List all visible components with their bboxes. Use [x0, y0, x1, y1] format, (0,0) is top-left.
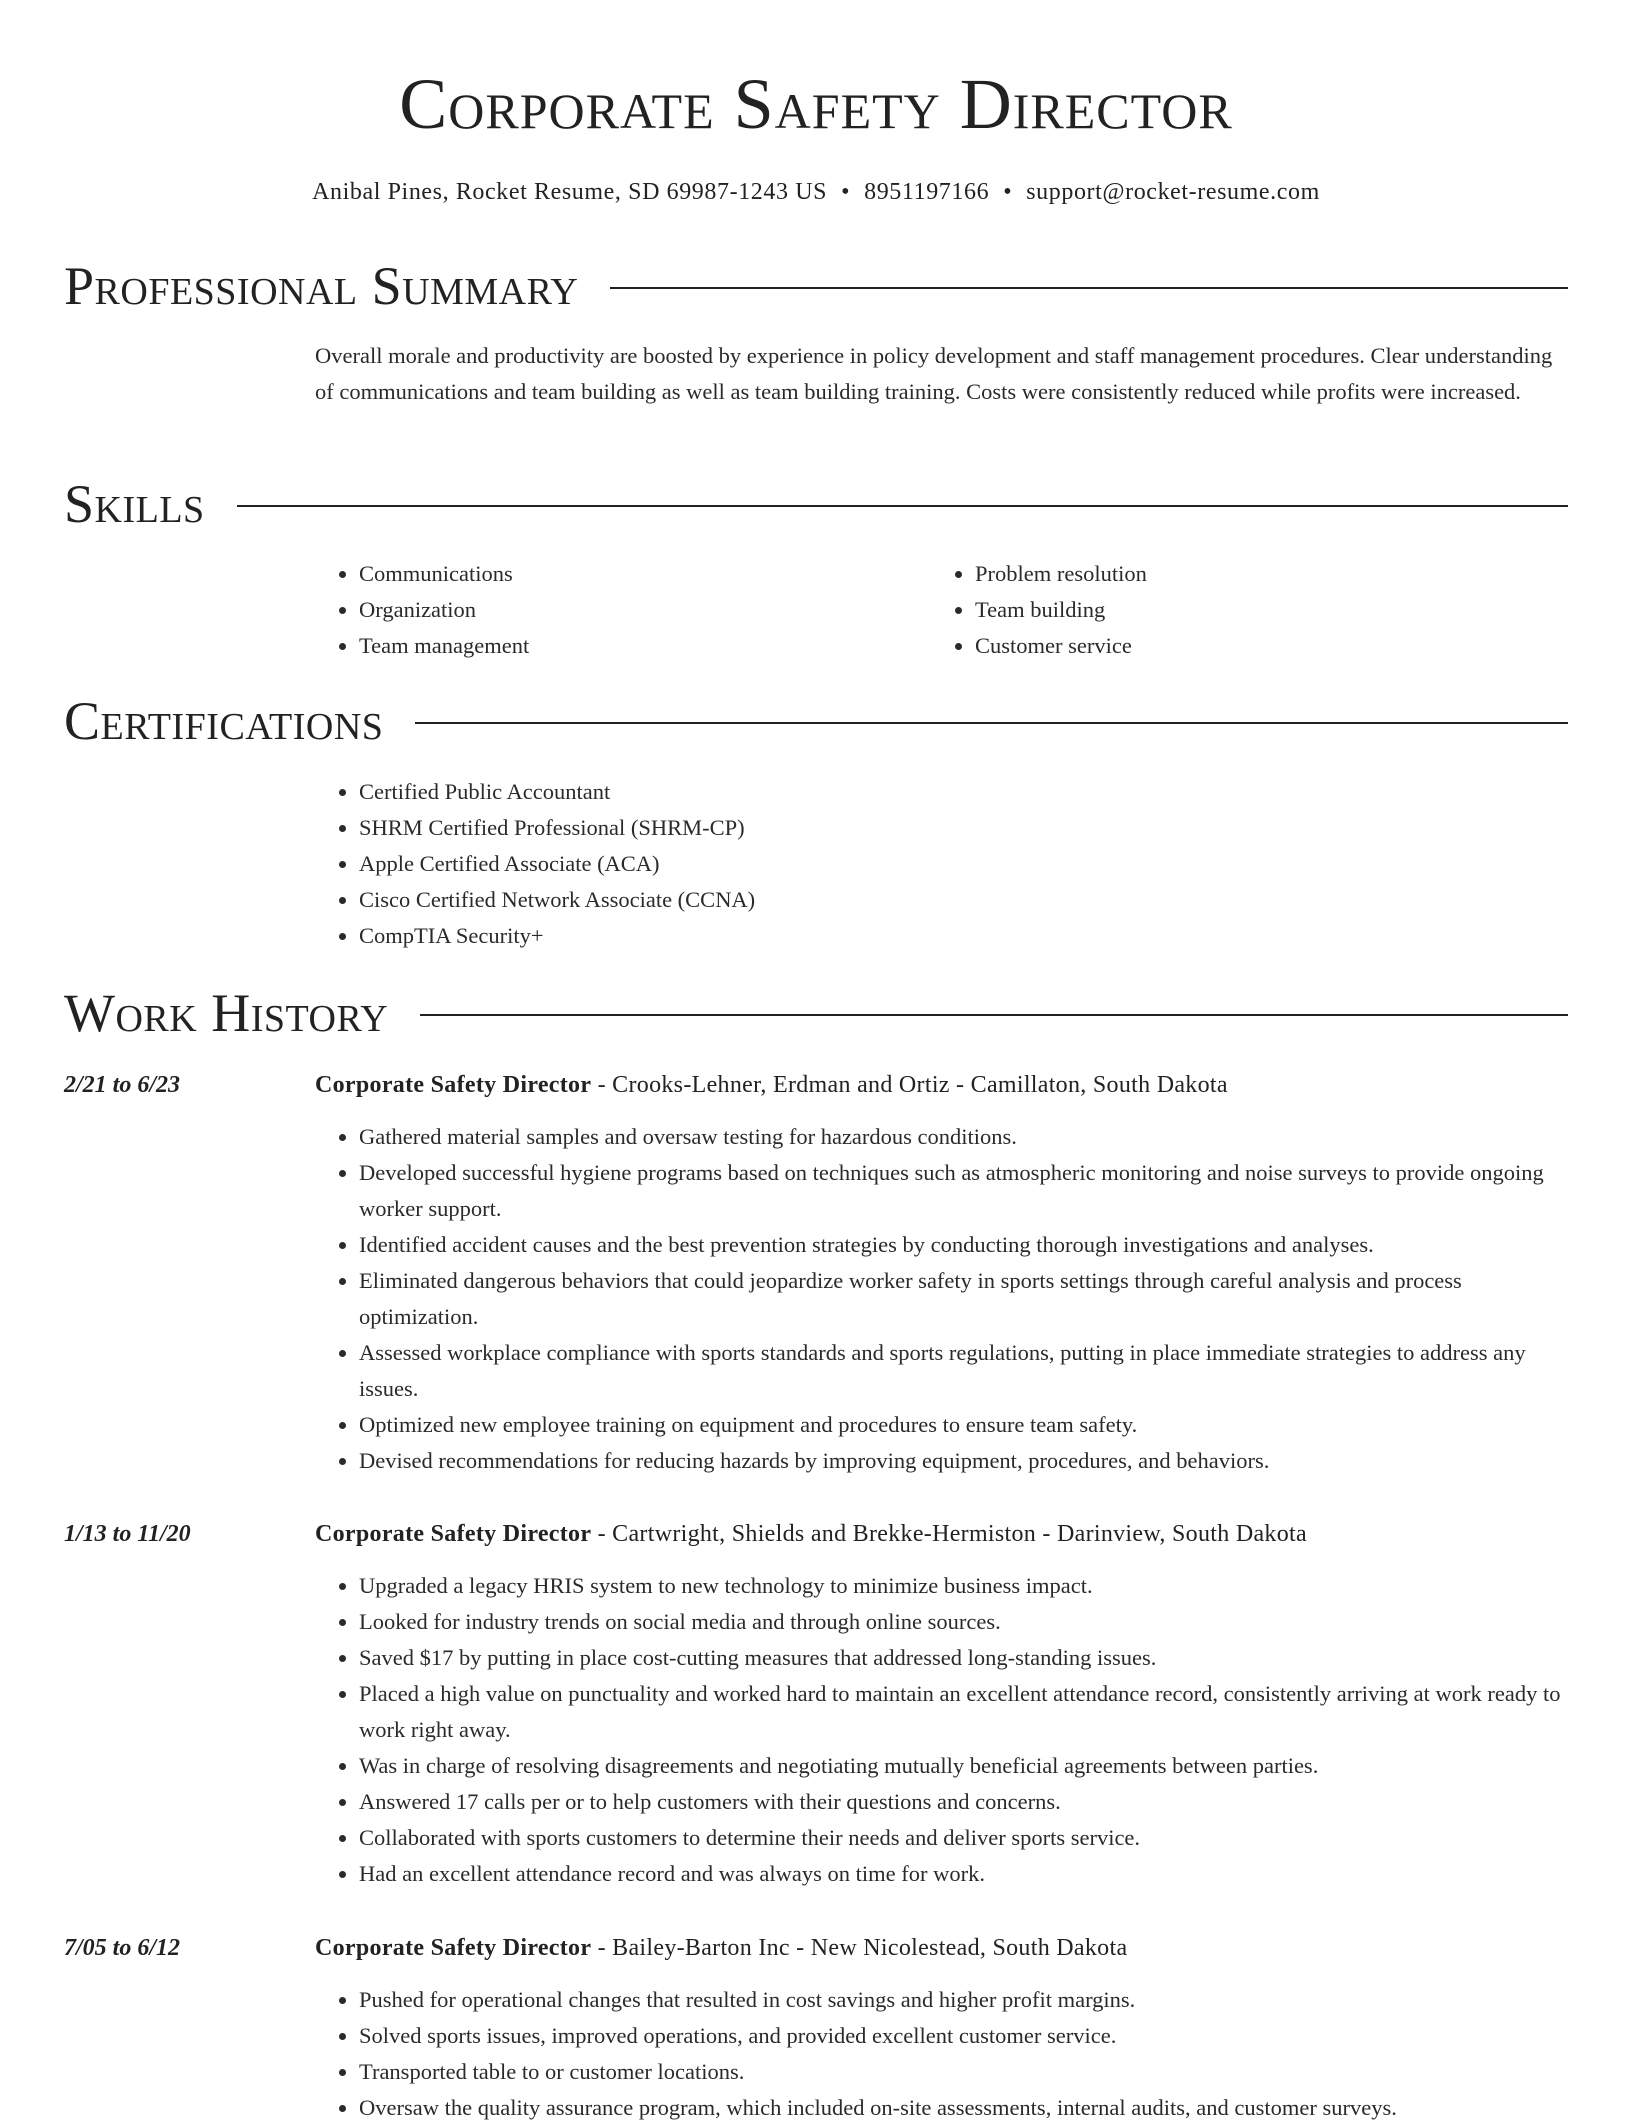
summary-text: Overall morale and productivity are boosted by experience in policy development and staff management procedures. Clear understanding of communications and team building as well as team building training. Costs were consistently reduced while profits were increased.	[315, 343, 1553, 404]
job-bullet: • Looked for industry trends on social media and through online sources.	[359, 1604, 1568, 1640]
skills-section-header	[64, 473, 1568, 535]
contact-separator: •	[841, 179, 851, 205]
skills-list	[315, 556, 1568, 664]
job-role: Corporate Safety Director	[315, 1072, 592, 1098]
summary-heading: Professional Summary	[64, 256, 579, 316]
section-divider	[610, 287, 1568, 289]
job-bullet: • Upgraded a legacy HRIS system to new technology to minimize business impact.	[359, 1568, 1568, 1604]
skills-column-right	[931, 556, 1547, 664]
certifications-section-header	[64, 690, 1568, 752]
certification-item: • Cisco Certified Network Associate (CCNA)	[359, 882, 1568, 918]
contact-address: Anibal Pines, Rocket Resume, SD 69987-1243 US	[312, 179, 828, 205]
job-bullet-list	[315, 1119, 1568, 1479]
section-divider	[415, 722, 1568, 724]
contact-email: support@rocket-resume.com	[1026, 179, 1320, 205]
job-bullet: • Assessed workplace compliance with sports standards and sports regulations, putting in place immediate strategies to address any issues.	[359, 1335, 1568, 1407]
job-role: Corporate Safety Director	[315, 1521, 592, 1547]
job-bullet: • Optimized new employee training on equipment and procedures to ensure team safety.	[359, 1407, 1568, 1443]
certification-item: • CompTIA Security+	[359, 918, 1568, 954]
job-bullet: • Placed a high value on punctuality and worked hard to maintain an excellent attendance record, consistently arriving at work ready to work right away.	[359, 1676, 1568, 1748]
job-bullet: • Had an excellent attendance record and was always on time for work.	[359, 1856, 1568, 1892]
job-bullet: • Solved sports issues, improved operations, and provided excellent customer service.	[359, 2018, 1568, 2054]
certifications-list	[315, 774, 1568, 954]
job-company: - Crooks-Lehner, Erdman and Ortiz - Camillaton, South Dakota	[591, 1072, 1228, 1098]
job-bullet: • Was in charge of resolving disagreements and negotiating mutually beneficial agreements between parties.	[359, 1748, 1568, 1784]
certification-item: • SHRM Certified Professional (SHRM-CP)	[359, 810, 1568, 846]
contact-line	[64, 174, 1568, 210]
work-history-heading: Work History	[64, 983, 389, 1043]
job-dates: 2/21 to 6/23	[64, 1072, 181, 1098]
job-bullet: • Devised recommendations for reducing hazards by improving equipment, procedures, and behaviors.	[359, 1443, 1568, 1479]
certification-item: • Apple Certified Associate (ACA)	[359, 846, 1568, 882]
job-bullet: • Transported table to or customer locations.	[359, 2054, 1568, 2090]
job-title-line	[315, 1516, 1568, 1552]
skills-column-left	[315, 556, 931, 664]
job-title-line	[315, 1930, 1568, 1966]
contact-separator: •	[1003, 179, 1013, 205]
job-bullet: • Identified accident causes and the best prevention strategies by conducting thorough investigations and analyses.	[359, 1227, 1568, 1263]
job-bullet: • Developed successful hygiene programs based on techniques such as atmospheric monitoring and noise surveys to provide ongoing worker support.	[359, 1155, 1568, 1227]
job-bullet: • Collaborated with sports customers to determine their needs and deliver sports service.	[359, 1820, 1568, 1856]
job-dates: 1/13 to 11/20	[64, 1521, 191, 1547]
job-bullet: • Pushed for operational changes that resulted in cost savings and higher profit margins.	[359, 1982, 1568, 2018]
work-history-section-header	[64, 982, 1568, 1044]
skill-item: • Communications	[359, 556, 931, 592]
job-bullet: • Oversaw the quality assurance program, which included on-site assessments, internal audits, and customer surveys.	[359, 2090, 1568, 2126]
job-bullet: • Gathered material samples and oversaw testing for hazardous conditions.	[359, 1119, 1568, 1155]
job-role: Corporate Safety Director	[315, 1935, 592, 1961]
job-dates: 7/05 to 6/12	[64, 1935, 181, 1961]
contact-phone: 8951197166	[864, 179, 990, 205]
job-company: - Bailey-Barton Inc - New Nicolestead, South Dakota	[591, 1935, 1128, 1961]
certification-item: • Certified Public Accountant	[359, 774, 1568, 810]
job-bullet-list	[315, 1982, 1568, 2126]
job-bullet: • Answered 17 calls per or to help customers with their questions and concerns.	[359, 1784, 1568, 1820]
section-divider	[420, 1014, 1568, 1016]
job-title-line	[315, 1067, 1568, 1103]
summary-section-header	[64, 255, 1568, 317]
certifications-heading: Certifications	[64, 691, 384, 751]
skill-item: • Team building	[975, 592, 1547, 628]
job-company: - Cartwright, Shields and Brekke-Hermiston - Darinview, South Dakota	[591, 1521, 1307, 1547]
job-bullet: • Eliminated dangerous behaviors that could jeopardize worker safety in sports settings through careful analysis and process optimization.	[359, 1263, 1568, 1335]
skill-item: • Customer service	[975, 628, 1547, 664]
skill-item: • Team management	[359, 628, 931, 664]
skill-item: • Organization	[359, 592, 931, 628]
job-bullet-list	[315, 1568, 1568, 1892]
section-divider	[237, 505, 1568, 507]
job-bullet: • Saved $17 by putting in place cost-cutting measures that addressed long-standing issues.	[359, 1640, 1568, 1676]
skill-item: • Problem resolution	[975, 556, 1547, 592]
skills-heading: Skills	[64, 474, 205, 534]
candidate-name: Corporate Safety Director	[399, 64, 1233, 144]
